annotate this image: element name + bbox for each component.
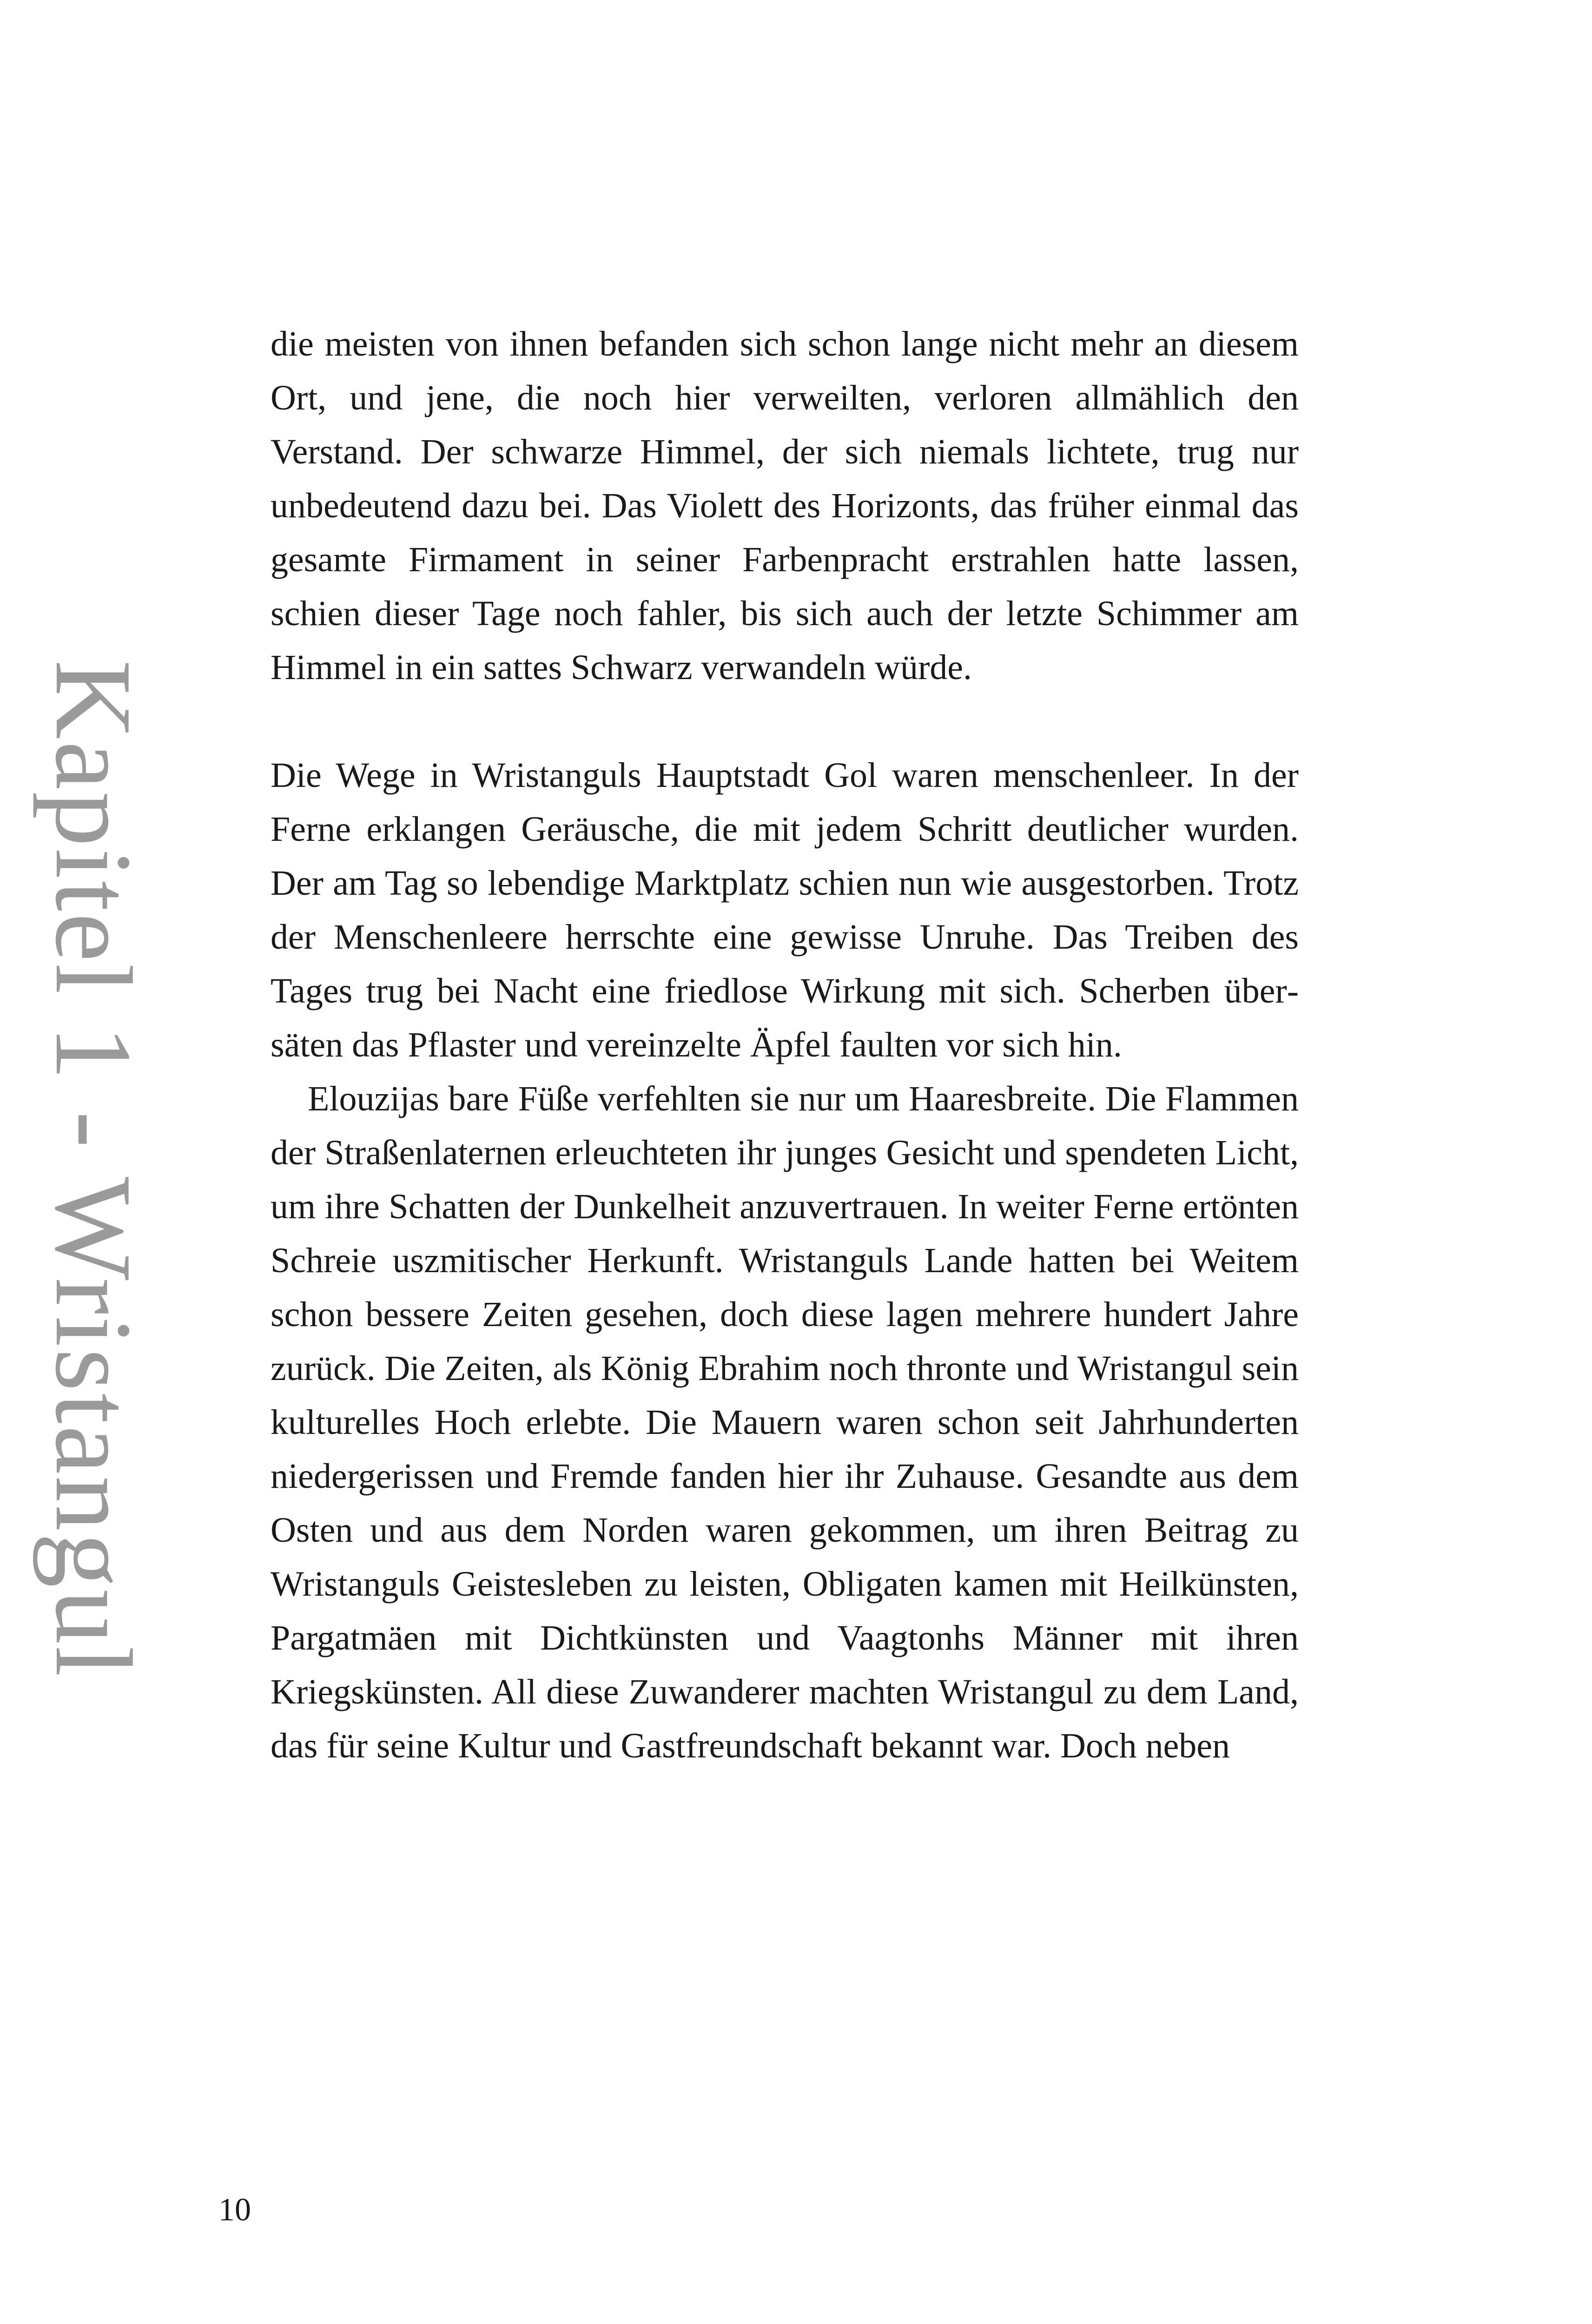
chapter-side-title [28,660,158,1831]
paragraph-3: Elouzijas bare Füße verfehlten sie nur um Haaresbreite. Die Flammen der Straßenlaternen erleuchteten ihr junges Gesicht und spendeten Licht, um ihre Schatten der Dunkelheit anzuvertrauen. In weiter Ferne ertönten Schreie uszmitischer Herkunft. Wristanguls Lande hatten bei Weitem schon bessere Zeiten gesehen, doch diese lagen mehrere hundert Jahre zurück. Die Zeiten, als König Ebrahim noch thronte und Wristangul sein kulturelles Hoch erlebte. Die Mauern waren schon seit Jahrhunderten niedergerissen und Fremde fanden hier ihr Zuhause. Gesandte aus dem Osten und aus dem Norden waren gekommen, um ihren Beitrag zu Wristanguls Geistesleben zu leisten, Obligaten kamen mit Heilkünsten, Pargatmäen mit Dichtkünsten und Vaagtonhs Männer mit ihren Kriegskünsten. All diese Zuwanderer machten Wristangul zu dem Land, das für seine Kultur und Gastfreundschaft bekannt war. Doch neben [271,1079,1299,1765]
page-number: 10 [218,2192,251,2228]
body-text [271,317,1299,1773]
paragraph-1: die meisten von ihnen befanden sich schon lange nicht mehr an diesem Ort, und jene, die noch hier verweilten, verloren allmählich den Verstand. Der schwarze Himmel, der sich niemals lichtete, trug nur unbedeutend dazu bei. Das Violett des Horizonts, das früher einmal das gesamte Firmament in seiner Farbenpracht erstrahlen hatte lassen, schien dieser Tage noch fahler, bis sich auch der letzte Schimmer am Himmel in ein sattes Schwarz verwandeln würde. [271,324,1299,687]
chapter-title-text: Kapitel 1 - Wristangul [33,660,154,1679]
paragraph-2: Die Wege in Wristanguls Hauptstadt Gol waren menschenleer. In der Ferne erklangen Geräusche, die mit jedem Schritt deutlicher wurden. Der am Tag so lebendige Marktplatz schien nun wie ausgestorben. Trotz der Menschenleere herrschte eine gewisse Unruhe. Das Treiben des Tages trug bei Nacht eine friedlose Wirkung mit sich. Scherben übersäten das Pflaster und vereinzelte Äpfel faulten vor sich hin. [271,756,1299,1064]
